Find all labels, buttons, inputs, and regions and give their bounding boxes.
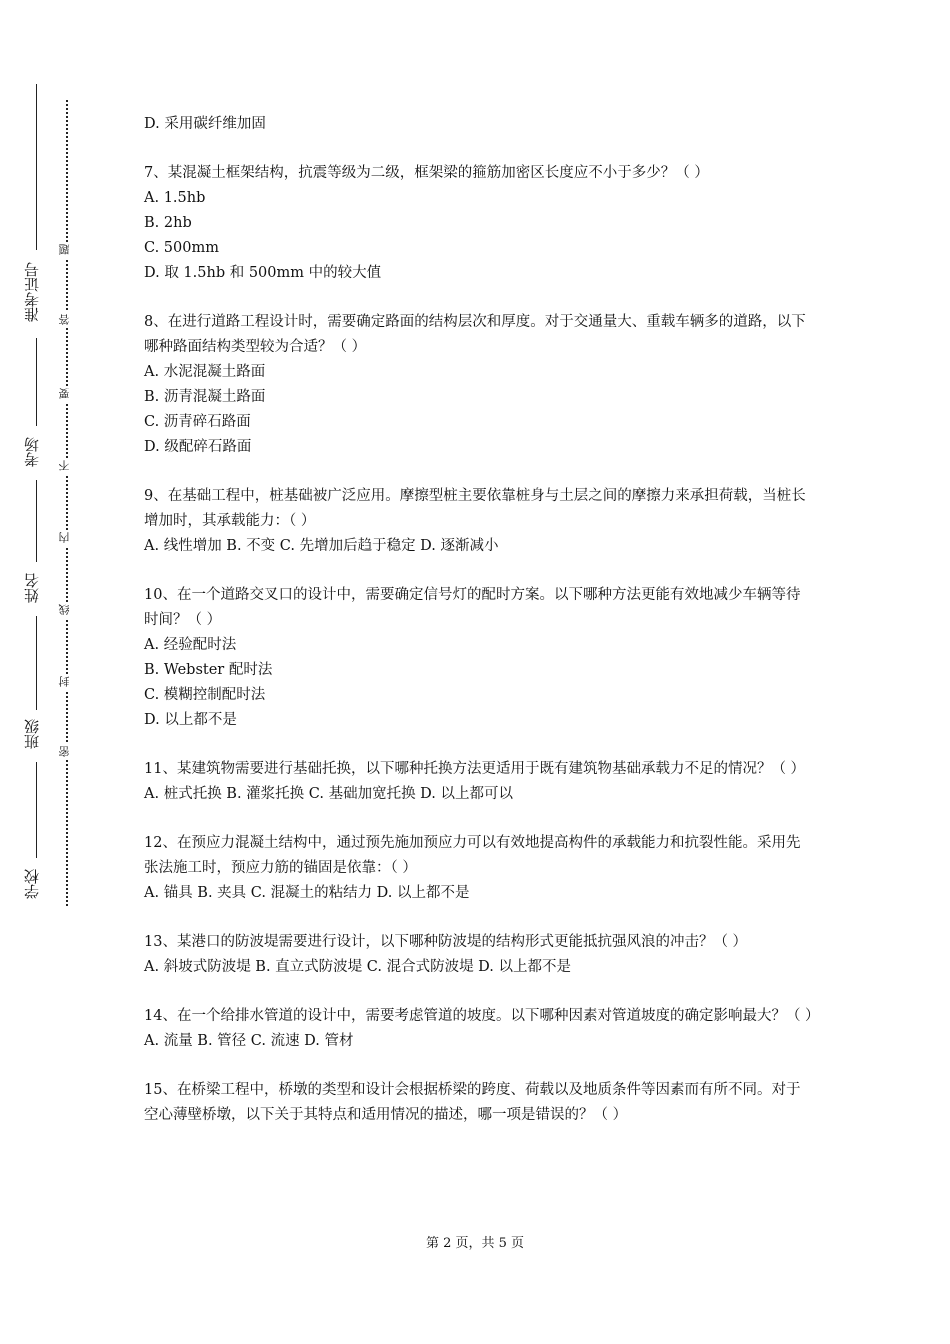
- binding-line: [36, 480, 37, 562]
- seal-char: 线: [59, 602, 73, 618]
- spacer: [144, 137, 814, 161]
- spacer: [144, 733, 814, 757]
- binding-line: [36, 338, 37, 426]
- binding-margin: [0, 0, 90, 1344]
- answer-option: C. 500mm: [144, 240, 219, 256]
- question-stem: 15、在桥梁工程中，桥墩的类型和设计会根据桥梁的跨度、荷载以及地质条件等因素而有所不同。对于空心薄壁桥墩，以下关于其特点和适用情况的描述，哪一项是错误的？（ ）: [144, 1082, 801, 1123]
- question-stem: 12、在预应力混凝土结构中，通过预先施加预应力可以有效地提高构件的承载能力和抗裂性能。采用先张法施工时，预应力筋的锚固是依靠：（ ）: [144, 835, 801, 876]
- seal-char: 答: [59, 312, 73, 328]
- page-footer: 第 2 页，共 5 页: [425, 1236, 525, 1251]
- exam-room-label: 考场: [23, 437, 41, 467]
- exam-id-label: 准考证号: [23, 262, 41, 322]
- seal-char: 要: [59, 386, 73, 402]
- answer-option: C. 沥青碎石路面: [144, 414, 251, 430]
- spacer: [144, 1054, 814, 1078]
- binding-line: [36, 84, 37, 250]
- answer-option: A. 锚具 B. 夹具 C. 混凝土的粘结力 D. 以上都不是: [144, 885, 470, 901]
- question-list: [144, 112, 820, 1128]
- spacer: [144, 286, 814, 310]
- answer-option: B. Webster 配时法: [144, 662, 273, 678]
- answer-option: A. 经验配时法: [144, 637, 237, 653]
- question-stem: 11、某建筑物需要进行基础托换，以下哪种托换方法更适用于既有建筑物基础承载力不足的情况？（ ）: [144, 761, 806, 777]
- seal-char: 密: [59, 744, 73, 760]
- answer-option: C. 模糊控制配时法: [144, 687, 266, 703]
- answer-option: B. 沥青混凝土路面: [144, 389, 266, 405]
- seal-char: 封: [59, 674, 73, 690]
- binding-line: [36, 616, 37, 710]
- class-label: 班级: [23, 719, 41, 749]
- question-stem: 14、在一个给排水管道的设计中，需要考虑管道的坡度。以下哪种因素对管道坡度的确定影响最大？（ ）: [144, 1008, 820, 1024]
- seal-char: 不: [59, 458, 73, 474]
- answer-option: A. 水泥混凝土路面: [144, 364, 266, 380]
- question-stem: 7、某混凝土框架结构，抗震等级为二级，框架梁的箍筋加密区长度应不小于多少？（ ）: [144, 165, 709, 181]
- binding-line: [36, 762, 37, 858]
- seal-char: 内: [59, 530, 73, 546]
- answer-option: B. 2hb: [144, 215, 192, 231]
- seal-dotted-line: [66, 100, 68, 906]
- school-label: 学校: [23, 869, 41, 899]
- spacer: [144, 460, 814, 484]
- answer-option: D. 以上都不是: [144, 712, 237, 728]
- answer-option: D. 级配碎石路面: [144, 439, 252, 455]
- answer-option: D. 取 1.5hb 和 500mm 中的较大值: [144, 265, 382, 281]
- answer-option: A. 线性增加 B. 不变 C. 先增加后趋于稳定 D. 逐渐减小: [144, 538, 499, 554]
- spacer: [144, 559, 814, 583]
- spacer: [144, 980, 814, 1004]
- answer-option: D. 采用碳纤维加固: [144, 116, 266, 132]
- spacer: [144, 906, 814, 930]
- question-stem: 13、某港口的防波堤需要进行设计，以下哪种防波堤的结构形式更能抵抗强风浪的冲击？（ ）: [144, 934, 748, 950]
- answer-option: A. 斜坡式防波堤 B. 直立式防波堤 C. 混合式防波堤 D. 以上都不是: [144, 959, 572, 975]
- answer-option: A. 流量 B. 管径 C. 流速 D. 管材: [144, 1033, 354, 1049]
- answer-option: A. 桩式托换 B. 灌浆托换 C. 基础加宽托换 D. 以上都可以: [144, 786, 514, 802]
- seal-char: 题: [59, 242, 73, 258]
- question-stem: 9、在基础工程中，桩基础被广泛应用。摩擦型桩主要依靠桩身与土层之间的摩擦力来承担荷载，当桩长增加时，其承载能力：（ ）: [144, 488, 806, 529]
- question-stem: 10、在一个道路交叉口的设计中，需要确定信号灯的配时方案。以下哪种方法更能有效地减少车辆等待时间？（ ）: [144, 587, 801, 628]
- answer-option: A. 1.5hb: [144, 190, 206, 206]
- question-stem: 8、在进行道路工程设计时，需要确定路面的结构层次和厚度。对于交通量大、重载车辆多的道路，以下哪种路面结构类型较为合适？（ ）: [144, 314, 806, 355]
- name-label: 姓名: [23, 573, 41, 603]
- spacer: [144, 807, 814, 831]
